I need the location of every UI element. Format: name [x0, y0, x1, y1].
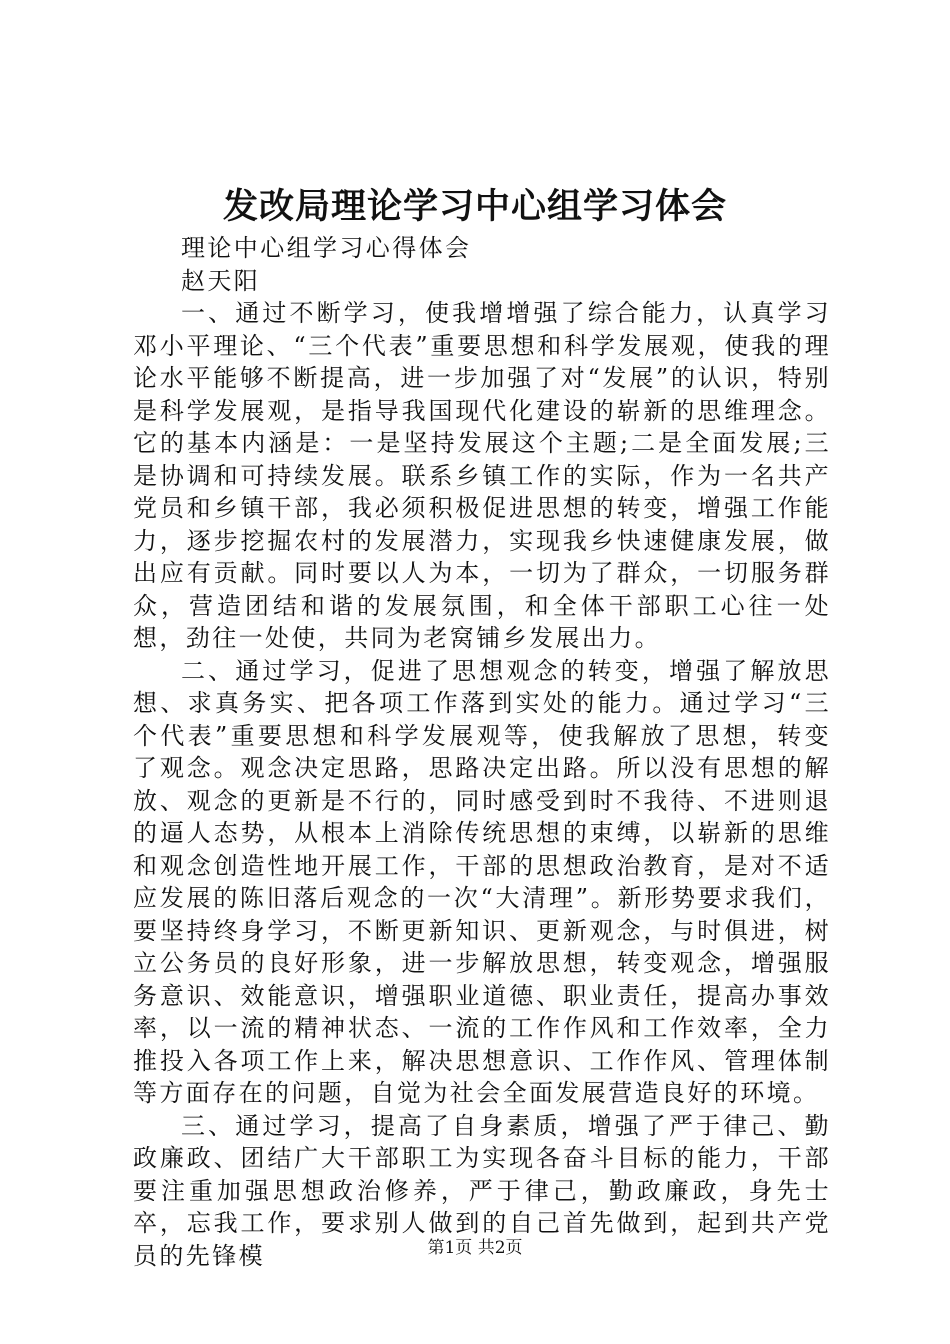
- paragraph-3: 三、通过学习，提高了自身素质，增强了严于律己、勤政廉政、团结广大干部职工为实现各奋斗目标的能力，干部要注重加强思想政治修养，严于律己，勤政廉政，身先士卒，忘我工作，要求别人做到的自己首先做到，起到共产党员的先锋模: [133, 1111, 831, 1270]
- document-subtitle: 理论中心组学习心得体会: [181, 234, 472, 262]
- paragraph-2: 二、通过学习，促进了思想观念的转变，增强了解放思想、求真务实、把各项工作落到实处的能力。通过学习“三个代表”重要思想和科学发展观等，使我解放了思想，转变了观念。观念决定思路，思路决定出路。所以没有思想的解放、观念的更新是不行的，同时感受到时不我待、不进则退的逼人态势，从根本上消除传统思想的束缚，以崭新的思维和观念创造性地开展工作，干部的思想政治教育，是对不适应发展的陈旧落后观念的一次“大清理”。新形势要求我们，要坚持终身学习，不断更新知识、更新观念，与时俱进，树立公务员的良好形象，进一步解放思想，转变观念，增强服务意识、效能意识，增强职业道德、职业责任，提高办事效率，以一流的精神状态、一流的工作作风和工作效率，全力推投入各项工作上来，解决思想意识、工作作风、管理体制等方面存在的问题，自觉为社会全面发展营造良好的环境。: [133, 656, 831, 1107]
- paragraph-1: 一、通过不断学习，使我增增强了综合能力，认真学习邓小平理论、“三个代表”重要思想和科学发展观，使我的理论水平能够不断提高，进一步加强了对“发展”的认识，特别是科学发展观，是指导我国现代化建设的崭新的思维理念。它的基本内涵是：一是坚持发展这个主题;二是全面发展;三是协调和可持续发展。联系乡镇工作的实际，作为一名共产党员和乡镇干部，我必须积极促进思想的转变，增强工作能力，逐步挖掘农村的发展潜力，实现我乡快速健康发展，做出应有贡献。同时要以人为本，一切为了群众，一切服务群众，营造团结和谐的发展氛围，和全体干部职工心往一处想，劲往一处使，共同为老窝铺乡发展出力。: [133, 299, 831, 652]
- page-footer: 第1页 共2页: [427, 1238, 523, 1258]
- document-author: 赵天阳: [181, 266, 261, 295]
- document-body: [133, 232, 831, 1272]
- document-title: 发改局理论学习中心组学习体会: [222, 186, 727, 227]
